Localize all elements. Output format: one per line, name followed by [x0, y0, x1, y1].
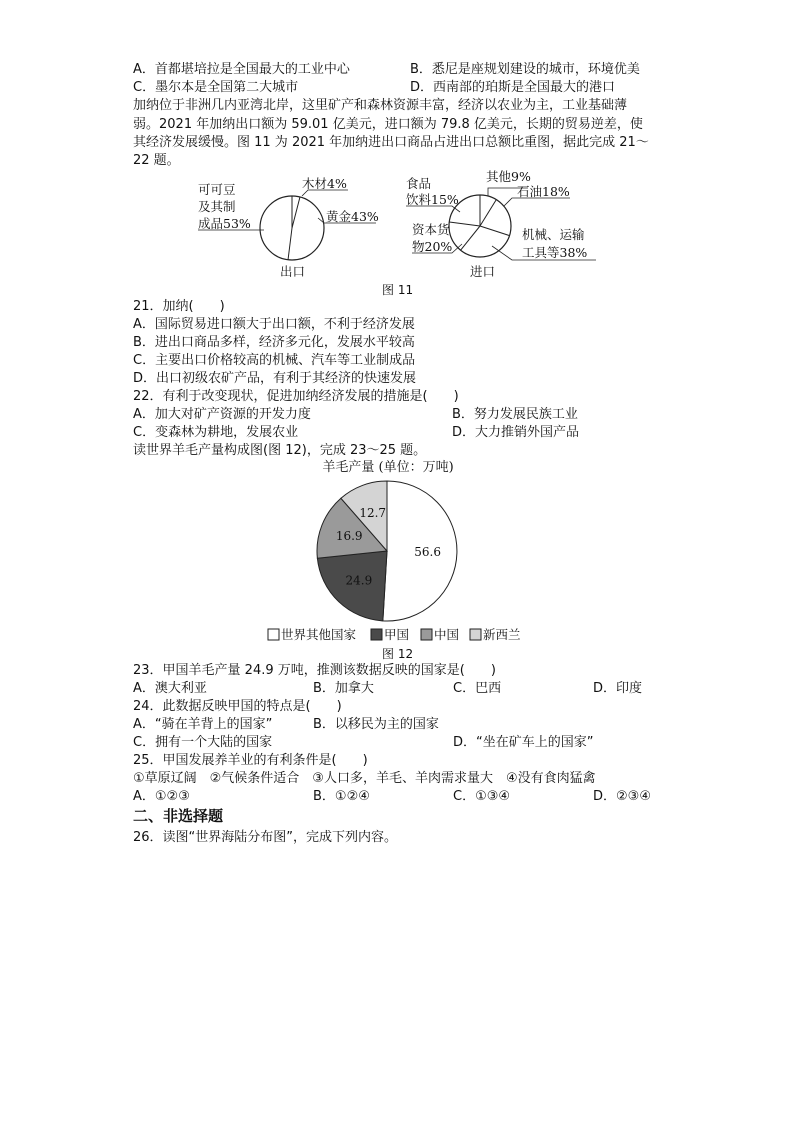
import-label: 物20% [412, 239, 453, 254]
q21-option-c: C．主要出口价格较高的机械、汽车等工业制成品 [133, 353, 416, 368]
q20-option-c: C．墨尔本是全国第二大城市 [133, 80, 299, 95]
q20-option-b: B．悉尼是座规划建设的城市，环境优美 [410, 62, 640, 77]
figure-11 [190, 168, 610, 283]
pie-data-label: 24.9 [345, 573, 373, 588]
pie-data-label: 16.9 [335, 529, 363, 544]
ghana-intro-line-1: 加纳位于非洲几内亚湾北岸，这里矿产和森林资源丰富，经济以农业为主，工业基础薄 [133, 98, 628, 113]
q23-stem: 23．甲国羊毛产量 24.9 万吨，推测该数据反映的国家是( ) [133, 663, 496, 678]
export-label: 黄金43% [326, 209, 379, 224]
q24-option-b: B．以移民为主的国家 [313, 717, 439, 732]
ghana-intro-line-4: 22 题。 [133, 153, 180, 168]
q23-option-c: C．巴西 [453, 681, 502, 696]
q26-stem: 26．读图“世界海陆分布图”，完成下列内容。 [133, 830, 398, 845]
q24-option-d: D．“坐在矿车上的国家” [453, 735, 594, 750]
legend-swatch [371, 629, 382, 640]
q25-option-a: A．①②③ [133, 789, 190, 804]
q22-option-b: B．努力发展民族工业 [452, 407, 578, 422]
export-label: 成品53% [198, 216, 251, 231]
q20-option-a: A．首都堪培拉是全国最大的工业中心 [133, 62, 350, 77]
figure-12-pie-chart [260, 456, 540, 646]
pie-data-label: 12.7 [359, 506, 387, 520]
import-caption: 进口 [470, 264, 496, 279]
q21-stem: 21．加纳( ) [133, 299, 225, 314]
q20-option-d: D．西南部的珀斯是全国最大的港口 [410, 80, 616, 95]
q23-option-b: B．加拿大 [313, 681, 374, 696]
figure-12-caption: 图 12 [382, 647, 414, 661]
q24-option-c: C．拥有一个大陆的国家 [133, 735, 273, 750]
q25-option-c: C．①③④ [453, 789, 511, 804]
q22-option-d: D．大力推销外国产品 [452, 425, 580, 440]
q21-option-b: B．进出口商品多样，经济多元化，发展水平较高 [133, 335, 415, 350]
legend-swatch [268, 629, 279, 640]
q25-option-d: D．②③④ [593, 789, 651, 804]
q25-stem: 25．甲国发展养羊业的有利条件是( ) [133, 753, 368, 768]
import-label: 机械、运输 [522, 227, 585, 242]
q22-stem: 22．有利于改变现状，促进加纳经济发展的措施是( ) [133, 389, 459, 404]
q25-option-b: B．①②④ [313, 789, 370, 804]
ghana-intro-line-2: 弱。2021 年加纳出口额为 59.01 亿美元，进口额为 79.8 亿美元，长期的贸易逆差，使 [133, 117, 643, 132]
q23-option-d: D．印度 [593, 681, 643, 696]
figure-11-caption: 图 11 [382, 283, 414, 297]
q25-items: ①草原辽阔 ②气候条件适合 ③人口多，羊毛、羊肉需求量大 ④没有食肉猛禽 [133, 771, 596, 786]
q22-option-a: A．加大对矿产资源的开发力度 [133, 407, 311, 422]
import-label: 石油18% [517, 184, 570, 199]
q24-option-a: A．“骑在羊背上的国家” [133, 717, 273, 732]
legend-swatch [421, 629, 432, 640]
section-heading: 二、非选择题 [133, 807, 224, 825]
legend-swatch [470, 629, 481, 640]
import-label: 其他9% [486, 169, 531, 184]
q24-stem: 24．此数据反映甲国的特点是( ) [133, 699, 342, 714]
q23-option-a: A．澳大利亚 [133, 681, 207, 696]
import-label: 饮料15% [406, 192, 459, 207]
legend-label: 新西兰 [483, 627, 521, 642]
legend-label: 世界其他国家 [281, 627, 357, 642]
chart-title: 羊毛产量 (单位：万吨) [322, 460, 454, 475]
export-label: 木材4% [302, 176, 347, 191]
q21-option-a: A．国际贸易进口额大于出口额，不利于经济发展 [133, 317, 415, 332]
ghana-intro-line-3: 其经济发展缓慢。图 11 为 2021 年加纳进出口商品占进出口总额比重图，据此完成 21～ [133, 135, 649, 150]
legend-label: 中国 [434, 627, 460, 642]
legend-label: 甲国 [384, 627, 410, 642]
wool-intro: 读世界羊毛产量构成图(图 12)，完成 23～25 题。 [133, 443, 427, 458]
leader-line [504, 198, 570, 206]
import-label: 工具等38% [522, 245, 588, 260]
import-label: 资本货 [412, 222, 450, 237]
q22-option-c: C．变森林为耕地，发展农业 [133, 425, 299, 440]
export-caption: 出口 [280, 264, 306, 279]
import-label: 食品 [406, 176, 432, 191]
q21-option-d: D．出口初级农矿产品，有利于其经济的快速发展 [133, 371, 417, 386]
pie-data-label: 56.6 [414, 545, 441, 560]
export-label: 及其制 [198, 199, 236, 214]
export-label: 可可豆 [198, 182, 236, 197]
